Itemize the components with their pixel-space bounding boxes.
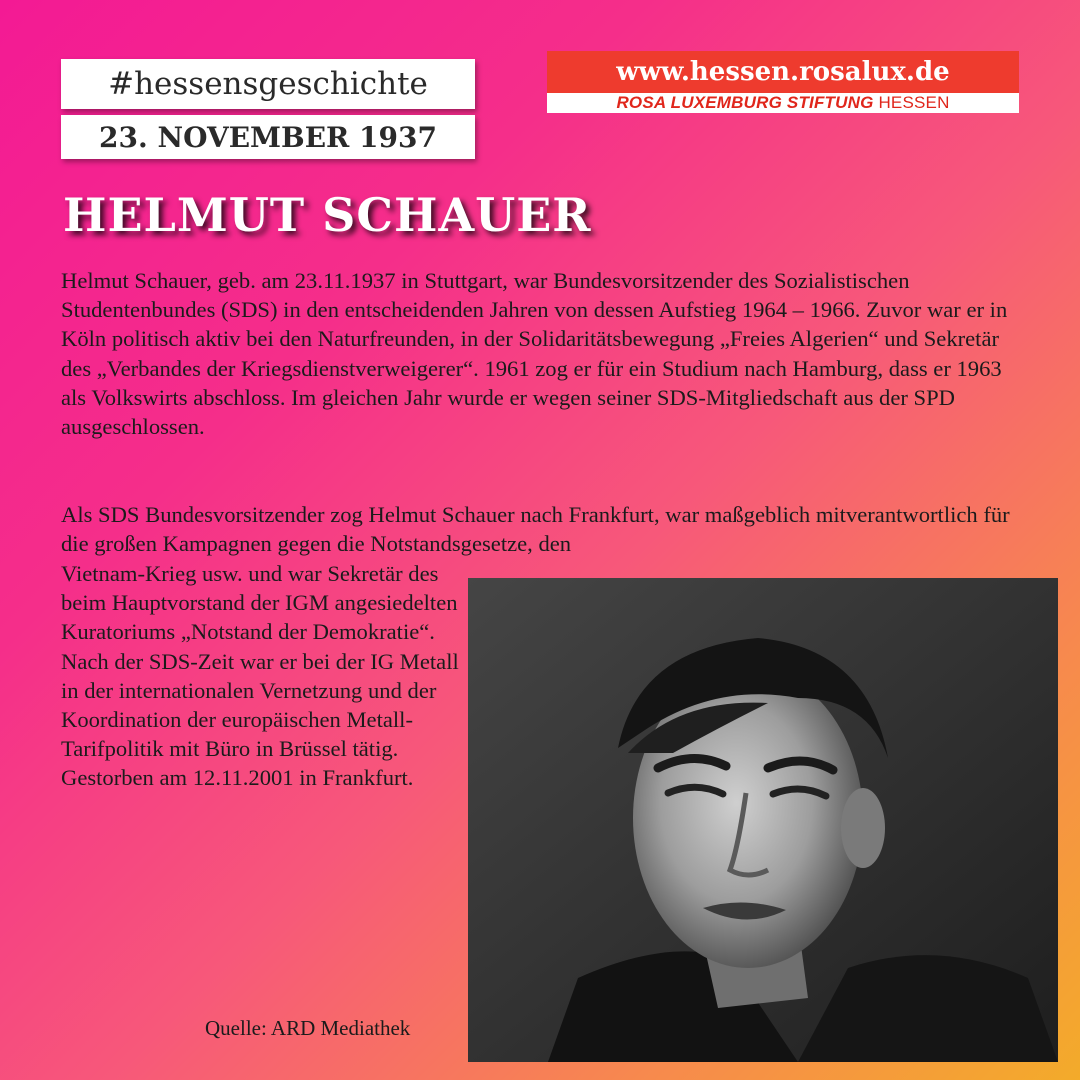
image-source-credit: Quelle: ARD Mediathek	[205, 1016, 411, 1040]
brand-org-name: ROSA LUXEMBURG STIFTUNG	[616, 93, 874, 112]
brand-url[interactable]: www.hessen.rosalux.de	[616, 57, 950, 87]
brand-logo[interactable]	[547, 51, 1019, 113]
brand-organization	[547, 93, 1019, 113]
biography-paragraph-2: Als SDS Bundesvorsitzender zog Helmut Schauer nach Frankfurt, war maßgeblich mitverantwortlich für die großen Kampagnen gegen die Notstandsgesetze, den	[61, 502, 1010, 557]
hashtag-label: #hessensgeschichte	[61, 59, 475, 109]
portrait-photo	[468, 578, 1058, 1062]
page-title: HELMUT SCHAUER	[63, 188, 592, 242]
biography-paragraph-3: Vietnam-Krieg usw. und war Sekretär des beim Hauptvorstand der IGM angesiedelten Kuratoriums „Notstand der Demokratie“. Nach der SDS-Zeit war er bei der IG Metall in der internationalen Vernetzung und der Koordination der europäischen Metall-Tarifpolitik mit Büro in Brüssel tätig. Gestorben am 12.11.2001 in Frankfurt.	[61, 561, 459, 791]
portrait-illustration	[468, 578, 1058, 1062]
biography-paragraph-1: Helmut Schauer, geb. am 23.11.1937 in Stuttgart, war Bundesvorsitzender des Sozialistischen Studentenbundes (SDS) in den entscheidenden Jahren von dessen Aufstieg 1964 – 1966. Zuvor war er in Köln politisch aktiv bei den Naturfreunden, in der Solidaritätsbewegung „Freies Algerien“ und Sekretär des „Verbandes der Kriegsdienstverweigerer“. 1961 zog er für ein Studium nach Hamburg, dass er 1963 als Volkswirts abschloss. Im gleichen Jahr wurde er wegen seiner SDS-Mitgliedschaft aus der SPD ausgeschlossen.	[61, 268, 1008, 440]
brand-org-region: HESSEN	[878, 93, 950, 112]
date-label: 23. NOVEMBER 1937	[61, 115, 475, 159]
